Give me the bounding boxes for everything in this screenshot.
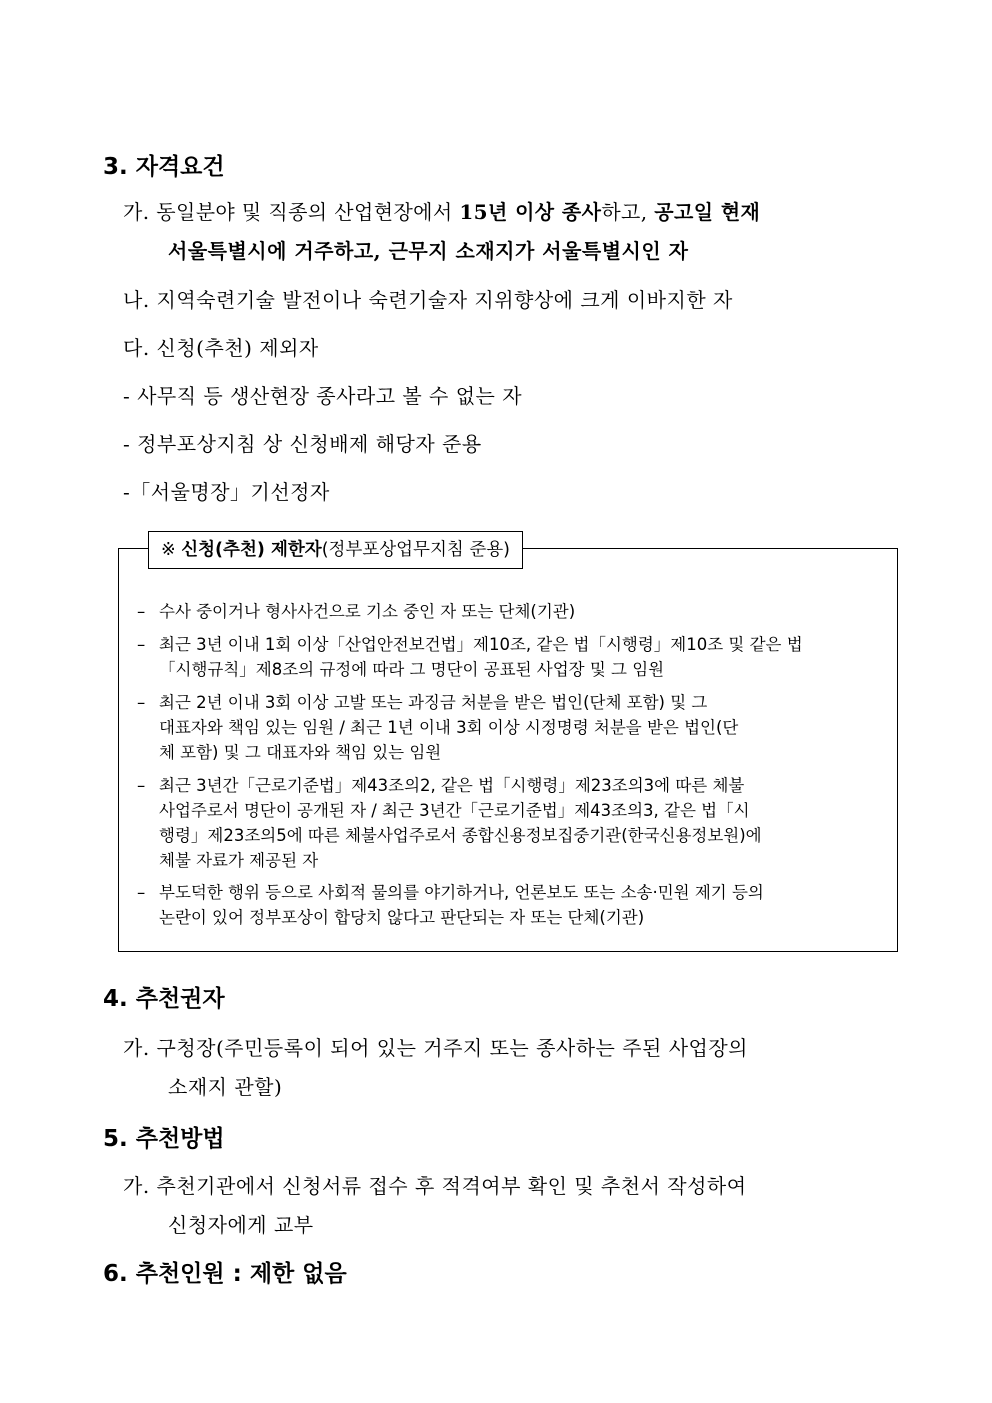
- item-label: 가.: [123, 200, 150, 224]
- section-5-item-ga: 가. 추천기관에서 신청서류 접수 후 적격여부 확인 및 추천서 작성하여: [123, 1174, 747, 1198]
- exclusion-item: - 정부포상지침 상 신청배제 해당자 준용: [123, 432, 482, 456]
- restriction-line: 논란이 있어 정부포상이 합당치 않다고 판단되는 자 또는 단체(기관): [159, 908, 645, 927]
- emphasis-date: 공고일 현재: [654, 200, 761, 224]
- restriction-line: 체불 자료가 제공된 자: [159, 851, 319, 870]
- emphasis-years: 15년 이상 종사: [459, 200, 602, 224]
- restriction-item: [137, 773, 883, 873]
- section-5-item-ga-line2: 신청자에게 교부: [168, 1213, 314, 1237]
- restriction-line: 부도덕한 행위 등으로 사회적 물의를 야기하거나, 언론보도 또는 소송·민원 제기 등의: [159, 883, 764, 902]
- section-3-item-na: 나. 지역숙련기술 발전이나 숙련기술자 지위향상에 크게 이바지한 자: [123, 288, 733, 312]
- restriction-item: [137, 599, 883, 624]
- section-3-item-ga: [123, 196, 760, 225]
- section-3-item-ga-line2: 서울특별시에 거주하고, 근무지 소재지가 서울특별시인 자: [168, 239, 689, 263]
- restriction-line: 수사 중이거나 형사사건으로 기소 중인 자 또는 단체(기관): [159, 602, 576, 621]
- section-3-item-da: 다. 신청(추천) 제외자: [123, 336, 319, 360]
- restriction-title-bold: 신청(추천) 제한자: [181, 540, 322, 560]
- dash-bullet: –: [137, 883, 146, 902]
- section-4-item-ga: 가. 구청장(주민등록이 되어 있는 거주지 또는 종사하는 주된 사업장의: [123, 1036, 748, 1060]
- restriction-line: 최근 3년 이내 1회 이상「산업안전보건법」제10조, 같은 법「시행령」제10조 및 같은 법: [159, 635, 803, 654]
- section-4-heading: 4. 추천권자: [103, 986, 225, 1012]
- restriction-item: [137, 880, 883, 930]
- exclusion-item: -「서울명장」기선정자: [123, 480, 330, 504]
- restriction-item: [137, 690, 883, 765]
- restriction-line: 「시행규칙」제8조의 규정에 따라 그 명단이 공표된 사업장 및 그 임원: [159, 660, 665, 679]
- restriction-line: 대표자와 책임 있는 임원 / 최근 1년 이내 3회 이상 시정명령 처분을 받은 법인(단: [159, 718, 739, 737]
- section-6-heading: 6. 추천인원 : 제한 없음: [103, 1261, 347, 1287]
- section-5-heading: 5. 추천방법: [103, 1126, 225, 1152]
- item-text: 하고,: [601, 200, 655, 224]
- section-3-heading: 3. 자격요건: [103, 154, 225, 180]
- restriction-line: 사업주로서 명단이 공개된 자 / 최근 3년간「근로기준법」제43조의3, 같은 법「시: [159, 801, 750, 820]
- dash-bullet: –: [137, 635, 146, 654]
- restriction-title-rest: (정부포상업무지침 준용): [321, 540, 510, 560]
- reference-mark-icon: ※: [161, 540, 176, 560]
- dash-bullet: –: [137, 776, 146, 795]
- restriction-box-title: [148, 531, 523, 569]
- dash-bullet: –: [137, 693, 146, 712]
- exclusion-item: - 사무직 등 생산현장 종사라고 볼 수 없는 자: [123, 384, 523, 408]
- restriction-line: 최근 2년 이내 3회 이상 고발 또는 과징금 처분을 받은 법인(단체 포함) 및 그: [159, 693, 708, 712]
- restriction-item: [137, 632, 883, 682]
- restriction-line: 체 포함) 및 그 대표자와 책임 있는 임원: [159, 743, 442, 762]
- item-text: 동일분야 및 직종의 산업현장에서: [156, 200, 460, 224]
- restriction-line: 행령」제23조의5에 따른 체불사업주로서 종합신용정보집중기관(한국신용정보원)에: [159, 826, 762, 845]
- restriction-line: 최근 3년간「근로기준법」제43조의2, 같은 법「시행령」제23조의3에 따른 체불: [159, 776, 745, 795]
- section-4-item-ga-line2: 소재지 관할): [168, 1075, 283, 1099]
- dash-bullet: –: [137, 602, 146, 621]
